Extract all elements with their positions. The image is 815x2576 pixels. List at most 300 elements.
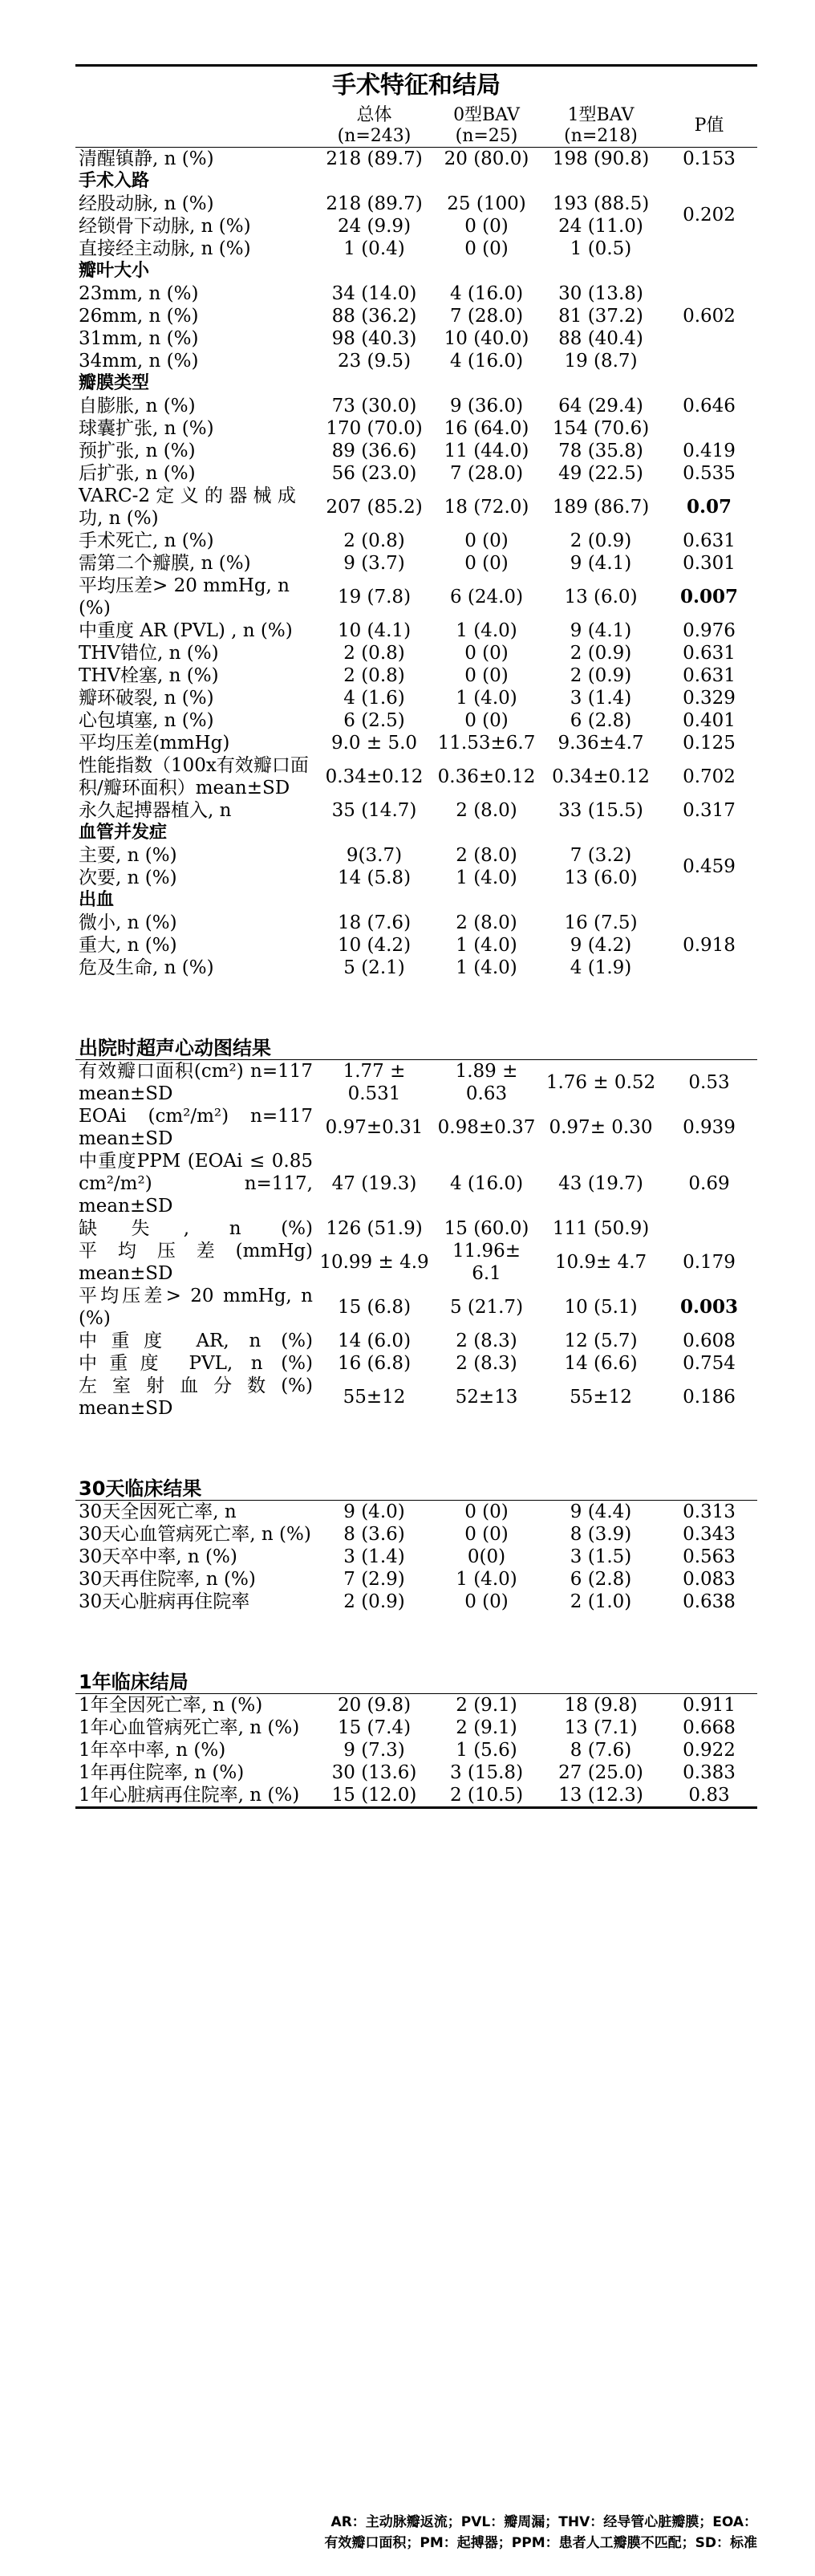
- cell-bav0: 11.53±6.7: [437, 733, 536, 754]
- cell-total: 3 (1.4): [343, 1546, 405, 1567]
- row-label: 左 室 射 血 分 数 (%) mean±SD: [79, 1375, 313, 1419]
- cell-bav1: 7 (3.2): [570, 845, 632, 866]
- cell-bav1: 193 (88.5): [552, 193, 650, 214]
- row-label: 中重度 AR (PVL) , n (%): [79, 620, 293, 641]
- row-label: 1年卒中率, n (%): [79, 1740, 226, 1761]
- section-label: 瓣叶大小: [79, 261, 150, 281]
- table-row: [75, 957, 757, 979]
- cell-total: 88 (36.2): [331, 306, 417, 327]
- cell-p: 0.301: [683, 553, 736, 574]
- cell-bav0: 2 (8.0): [456, 912, 517, 933]
- row-label: 性能指数（100x有效瓣口面积/瓣环面积）mean±SD: [79, 755, 309, 798]
- table-row: [75, 1285, 757, 1330]
- cell-bav0: 6 (24.0): [449, 587, 524, 607]
- cell-p: 0.202: [683, 205, 736, 226]
- cell-p: 0.602: [683, 306, 736, 327]
- row-label: 自膨胀, n (%): [79, 396, 196, 416]
- table-row: [75, 732, 757, 754]
- row-label: 缺失, n (%): [79, 1218, 313, 1239]
- section-row: [75, 170, 757, 193]
- table-row: [75, 1150, 757, 1217]
- section-heading-row: [75, 1465, 757, 1501]
- cell-p: 0.535: [683, 463, 736, 484]
- cell-bav1: 8 (7.6): [570, 1740, 632, 1761]
- cell-total: 9 (7.3): [343, 1740, 405, 1761]
- cell-total: 7 (2.9): [343, 1569, 405, 1590]
- cell-bav1: 4 (1.9): [570, 957, 632, 978]
- cell-bav0: 15 (60.0): [444, 1218, 529, 1239]
- table-row: [75, 1568, 757, 1591]
- cell-bav0: 5 (21.7): [449, 1297, 524, 1318]
- cell-total: 10 (4.1): [337, 620, 412, 641]
- cell-bav0: 16 (64.0): [444, 418, 529, 439]
- cell-bav0: 4 (16.0): [449, 351, 524, 372]
- footnote-line: AR：主动脉瓣返流；PVL：瓣周漏；THV：经导管心脏瓣膜；EOA：: [330, 2514, 757, 2530]
- row-label: 30天心血管病死亡率, n (%): [79, 1524, 311, 1545]
- section-heading: 出院时超声心动图结果: [79, 1037, 271, 1059]
- table-row: [75, 305, 757, 327]
- cell-bav1: 9 (4.1): [570, 620, 632, 641]
- cell-total: 15 (7.4): [337, 1717, 412, 1738]
- table-row: [75, 867, 757, 889]
- cell-bav1: 13 (6.0): [564, 587, 638, 607]
- cell-total: 1.77 ± 0.531: [316, 1060, 432, 1106]
- cell-bav1: 49 (22.5): [558, 463, 643, 484]
- cell-bav1: 6 (2.8): [570, 1569, 632, 1590]
- cell-bav0: 9 (36.0): [449, 396, 524, 416]
- row-label: 球囊扩张, n (%): [79, 418, 214, 439]
- cell-bav0: 52±13: [455, 1387, 518, 1408]
- cell-total: 15 (12.0): [316, 1784, 432, 1808]
- cell-p: 0.631: [683, 643, 736, 664]
- table-row: [75, 1546, 757, 1568]
- row-label: 30天全因死亡率, n: [75, 1501, 316, 1524]
- row-label: 平均压差(mmHg): [79, 733, 230, 754]
- table-row: [75, 417, 757, 440]
- cell-bav1: 9.36±4.7: [558, 733, 644, 754]
- row-label: 瓣环破裂, n (%): [79, 688, 214, 709]
- cell-bav0: 1 (4.0): [456, 688, 517, 709]
- row-label: 永久起搏器植入, n: [79, 800, 232, 821]
- cell-bav0: 7 (28.0): [449, 306, 524, 327]
- cell-bav0: 1.89 ± 0.63: [432, 1060, 541, 1106]
- row-label: 中重度PPM (EOAi ≤ 0.85 cm²/m²) n=117, mean±SD: [79, 1151, 313, 1217]
- cell-bav1: 3 (1.5): [570, 1546, 632, 1567]
- cell-bav1: 1 (0.5): [570, 238, 632, 259]
- cell-bav0: 0.98±0.37: [437, 1117, 536, 1138]
- cell-total: 4 (1.6): [343, 688, 405, 709]
- cell-bav0: 0 (0): [464, 665, 509, 686]
- cell-total: 2 (0.8): [343, 665, 405, 686]
- empty-cell: [316, 372, 661, 395]
- empty-cell: [316, 822, 661, 844]
- cell-p: 0.83: [661, 1784, 757, 1808]
- cell-bav1: 14 (6.6): [564, 1353, 638, 1374]
- table-row: [75, 1784, 757, 1808]
- table-row: [75, 485, 757, 530]
- cell-bav0: 0 (0): [464, 216, 509, 237]
- section-label: 瓣膜类型: [79, 373, 150, 393]
- cell-bav0: 0 (0): [464, 530, 509, 551]
- cell-p: 0.646: [683, 396, 736, 416]
- cell-total: 9.0 ± 5.0: [330, 733, 418, 754]
- table-row: [75, 1352, 757, 1375]
- cell-p: 0.911: [661, 1694, 757, 1717]
- cell-p: [661, 822, 757, 844]
- section-heading-row: [75, 1658, 757, 1694]
- table-row: [75, 642, 757, 664]
- col-bav0: 0型BAV: [453, 105, 520, 125]
- row-label: 手术死亡, n (%): [79, 530, 214, 551]
- footnote-line: 有效瓣口面积；PM：起搏器；PPM：患者人工瓣膜不匹配；SD：标准: [324, 2535, 757, 2551]
- row-label: 平均压差> 20 mmHg, n (%): [79, 1286, 313, 1329]
- cell-bav1: 3 (1.4): [570, 688, 632, 709]
- cell-bav1: 30 (13.8): [558, 283, 643, 304]
- cell-p: 0.419: [683, 441, 736, 461]
- cell-bav0: 10 (40.0): [444, 328, 529, 349]
- row-label: 26mm, n (%): [79, 306, 199, 327]
- cell-bav0: 2 (8.0): [456, 845, 517, 866]
- cell-bav0: 0 (0): [464, 710, 509, 731]
- cell-total: 126 (51.9): [326, 1218, 423, 1239]
- cell-total: 9 (3.7): [343, 553, 405, 574]
- cell-total: 35 (14.7): [331, 800, 417, 821]
- cell-p: 0.702: [683, 766, 736, 787]
- cell-bav0: 0(0): [467, 1546, 506, 1567]
- row-label: 后扩张, n (%): [79, 463, 196, 484]
- cell-bav0: 0.36±0.12: [437, 766, 536, 787]
- cell-total: 98 (40.3): [331, 328, 417, 349]
- cell-bav1: 13 (12.3): [541, 1784, 661, 1808]
- section-heading: 30天临床结果: [79, 1477, 202, 1500]
- row-label: 31mm, n (%): [79, 328, 199, 349]
- cell-p: 0.668: [683, 1717, 736, 1738]
- cell-bav1: 9 (4.2): [570, 935, 632, 956]
- cell-total: 56 (23.0): [331, 463, 417, 484]
- empty-cell: [316, 889, 661, 912]
- table-row: [75, 193, 757, 215]
- cell-bav1: 111 (50.9): [552, 1218, 650, 1239]
- cell-bav0: 18 (72.0): [444, 497, 529, 518]
- cell-bav0: 1 (4.0): [456, 620, 517, 641]
- cell-bav1: 9 (4.1): [570, 553, 632, 574]
- cell-bav1: 8 (3.9): [570, 1524, 632, 1545]
- cell-bav1: 13 (7.1): [564, 1717, 638, 1738]
- cell-p: 0.939: [683, 1117, 736, 1138]
- row-label: 主要, n (%): [79, 845, 177, 866]
- table-row: [75, 1761, 757, 1784]
- cell-bav1: 27 (25.0): [558, 1762, 643, 1783]
- cell-p: 0.631: [683, 530, 736, 551]
- cell-total: 14 (6.0): [337, 1331, 412, 1351]
- cell-total: 218 (89.7): [326, 193, 423, 214]
- cell-total: 30 (13.6): [331, 1762, 417, 1783]
- row-label: 30天卒中率, n (%): [79, 1546, 237, 1567]
- row-label: 心包填塞, n (%): [79, 710, 214, 731]
- cell-bav0: 0 (0): [432, 1501, 541, 1524]
- table-row: [75, 1330, 757, 1352]
- empty-cell: [316, 260, 661, 282]
- table-row: [75, 1694, 757, 1717]
- cell-p: [661, 889, 757, 912]
- cell-bav0: 7 (28.0): [449, 463, 524, 484]
- cell-total: 18 (7.6): [337, 912, 412, 933]
- row-label: 中重度 PVL, n (%): [79, 1353, 313, 1374]
- cell-bav0: 2 (8.0): [456, 800, 517, 821]
- section-row: [75, 889, 757, 912]
- row-label: 34mm, n (%): [79, 351, 199, 372]
- cell-bav0: 1 (4.0): [456, 1569, 517, 1590]
- col-total: 总体: [356, 105, 392, 125]
- cell-total: 1 (0.4): [343, 238, 405, 259]
- cell-total: 24 (9.9): [337, 216, 412, 237]
- cell-bav1: 10.9± 4.7: [554, 1252, 647, 1273]
- table-row: [75, 912, 757, 934]
- cell-p: 0.125: [683, 733, 736, 754]
- cell-total: 89 (36.6): [331, 441, 417, 461]
- cell-p: 0.317: [683, 800, 736, 821]
- cell-p: 0.186: [683, 1387, 736, 1408]
- cell-bav1: 33 (15.5): [558, 800, 643, 821]
- cell-total: 20 (9.8): [316, 1694, 432, 1717]
- table-row: [75, 148, 757, 171]
- cell-bav1: 0.34±0.12: [552, 766, 650, 787]
- table-row: [75, 395, 757, 417]
- row-label: 微小, n (%): [79, 912, 177, 933]
- col-bav0-n: (n=25): [432, 126, 541, 148]
- empty-cell: [316, 170, 661, 193]
- col-bav1: 1型BAV: [567, 105, 635, 125]
- cell-bav1: 9 (4.4): [541, 1501, 661, 1524]
- cell-bav0: 0 (0): [464, 1524, 509, 1545]
- table-row: [75, 1739, 757, 1761]
- table-row: [75, 552, 757, 575]
- table-row: [75, 934, 757, 957]
- table-row: [75, 687, 757, 709]
- row-label: 30天再住院率, n (%): [79, 1569, 256, 1590]
- cell-p: 0.07: [687, 496, 732, 518]
- cell-bav0: 2 (9.1): [432, 1694, 541, 1717]
- row-label: 1年心脏病再住院率, n (%): [75, 1784, 316, 1808]
- section-label: 血管并发症: [79, 823, 168, 843]
- cell-bav1: 78 (35.8): [558, 441, 643, 461]
- table-row: [75, 1240, 757, 1285]
- section-heading-row: [75, 1024, 757, 1060]
- cell-p: 0.53: [661, 1060, 757, 1106]
- cell-total: 10.99 ± 4.9: [319, 1252, 429, 1273]
- cell-total: 6 (2.5): [343, 710, 405, 731]
- cell-bav1: 24 (11.0): [558, 216, 643, 237]
- cell-p: 0.563: [683, 1546, 736, 1567]
- table-row: [75, 709, 757, 732]
- cell-bav0: 0 (0): [464, 1591, 509, 1612]
- cell-p: 0.918: [683, 935, 736, 956]
- cell-total: 2 (0.8): [343, 530, 405, 551]
- table-row: [75, 215, 757, 238]
- row-label: 23mm, n (%): [79, 283, 199, 304]
- table-row: [75, 799, 757, 822]
- cell-total: 47 (19.3): [331, 1173, 417, 1194]
- row-label: 平均压差> 20 mmHg, n (%): [79, 575, 290, 619]
- cell-bav1: 64 (29.4): [558, 396, 643, 416]
- cell-p: 0.007: [680, 586, 739, 607]
- cell-p: 0.608: [683, 1331, 736, 1351]
- cell-p: 0.459: [683, 856, 736, 877]
- section-row: [75, 260, 757, 282]
- cell-total: 34 (14.0): [331, 283, 417, 304]
- row-label: 平 均 压 差 (mmHg) mean±SD: [79, 1241, 313, 1284]
- cell-bav0: 4 (16.0): [449, 1173, 524, 1194]
- cell-bav1: 2 (1.0): [570, 1591, 632, 1612]
- cell-p: 0.638: [683, 1591, 736, 1612]
- cell-p: 0.401: [683, 710, 736, 731]
- row-label: 经股动脉, n (%): [79, 193, 214, 214]
- cell-total: 218 (89.7): [326, 148, 423, 169]
- cell-bav1: 10 (5.1): [564, 1297, 638, 1318]
- cell-bav0: 1 (4.0): [456, 957, 517, 978]
- row-label: VARC-2 定 义 的 器 械 成功, n (%): [79, 486, 296, 529]
- section-gap: [75, 979, 757, 1024]
- row-label: 危及生命, n (%): [79, 957, 214, 978]
- cell-bav0: 11 (44.0): [444, 441, 529, 461]
- cell-bav1: 13 (6.0): [564, 867, 638, 888]
- row-label: 有效瓣口面积(cm²) n=117 mean±SD: [75, 1060, 316, 1106]
- cell-bav1: 43 (19.7): [558, 1173, 643, 1194]
- cell-total: 14 (5.8): [337, 867, 412, 888]
- cell-bav0: 2 (8.3): [456, 1331, 517, 1351]
- cell-bav0: 25 (100): [447, 193, 526, 214]
- row-label: 预扩张, n (%): [79, 441, 196, 461]
- cell-p: 0.153: [683, 148, 736, 169]
- table-row: [75, 1060, 757, 1106]
- table-row: [75, 1375, 757, 1420]
- cell-total: 5 (2.1): [343, 957, 405, 978]
- table-row: [75, 1523, 757, 1546]
- cell-p: 0.083: [683, 1569, 736, 1590]
- outcomes-table: [75, 64, 757, 1809]
- cell-p: 0.343: [683, 1524, 736, 1545]
- table-row: [75, 238, 757, 260]
- table-row: [75, 282, 757, 305]
- cell-bav1: 81 (37.2): [558, 306, 643, 327]
- row-label: 1年心血管病死亡率, n (%): [79, 1717, 300, 1738]
- cell-p: 0.179: [683, 1252, 736, 1273]
- cell-total: 15 (6.8): [337, 1297, 412, 1318]
- cell-total: 8 (3.6): [343, 1524, 405, 1545]
- section-row: [75, 822, 757, 844]
- row-label: EOAi (cm²/m²) n=117 mean±SD: [79, 1106, 313, 1149]
- table-caption-row: [75, 66, 757, 106]
- row-label: 直接经主动脉, n (%): [79, 238, 251, 259]
- table-row: [75, 530, 757, 552]
- cell-p: 0.329: [683, 688, 736, 709]
- cell-bav1: 2 (0.9): [570, 665, 632, 686]
- section-gap: [75, 1613, 757, 1658]
- cell-total: 9(3.7): [346, 845, 403, 866]
- cell-bav1: 88 (40.4): [558, 328, 643, 349]
- row-label: 1年全因死亡率, n (%): [75, 1694, 316, 1717]
- cell-total: 73 (30.0): [331, 396, 417, 416]
- row-label: 需第二个瓣膜, n (%): [79, 553, 251, 574]
- cell-bav1: 19 (8.7): [564, 351, 638, 372]
- cell-bav0: 2 (9.1): [456, 1717, 517, 1738]
- row-label: 1年再住院率, n (%): [79, 1762, 245, 1783]
- table-row: [75, 1217, 757, 1240]
- cell-bav0: 0 (0): [464, 238, 509, 259]
- cell-total: 170 (70.0): [326, 418, 423, 439]
- table-row: [75, 350, 757, 372]
- cell-p: 0.754: [683, 1353, 736, 1374]
- cell-bav0: 0 (0): [464, 553, 509, 574]
- cell-total: 2 (0.8): [343, 643, 405, 664]
- section-label: 手术入路: [79, 171, 150, 191]
- cell-total: 10 (4.2): [337, 935, 412, 956]
- cell-bav0: 2 (8.3): [456, 1353, 517, 1374]
- cell-bav0: 0 (0): [464, 643, 509, 664]
- cell-total: 19 (7.8): [337, 587, 412, 607]
- cell-bav0: 3 (15.8): [449, 1762, 524, 1783]
- cell-p: 0.976: [683, 620, 736, 641]
- cell-total: 0.97±0.31: [325, 1117, 424, 1138]
- table-row: [75, 575, 757, 620]
- cell-p: 0.631: [683, 665, 736, 686]
- cell-total: 2 (0.9): [343, 1591, 405, 1612]
- table-row: [75, 327, 757, 350]
- table-row: [75, 1501, 757, 1524]
- cell-total: 0.34±0.12: [325, 766, 424, 787]
- table-row: [75, 462, 757, 485]
- cell-bav0: 20 (80.0): [444, 148, 529, 169]
- col-total-n: (n=243): [316, 126, 432, 148]
- row-label: THV栓塞, n (%): [79, 665, 219, 686]
- table-row: [75, 440, 757, 462]
- cell-bav1: 18 (9.8): [541, 1694, 661, 1717]
- cell-p: 0.69: [688, 1173, 730, 1194]
- cell-bav0: 11.96± 6.1: [452, 1241, 521, 1284]
- cell-p: 0.003: [680, 1296, 739, 1318]
- cell-bav1: 6 (2.8): [570, 710, 632, 731]
- row-label: THV错位, n (%): [79, 643, 219, 664]
- cell-bav1: 12 (5.7): [564, 1331, 638, 1351]
- table-row: [75, 620, 757, 642]
- cell-total: 55±12: [343, 1387, 406, 1408]
- cell-bav1: 55±12: [570, 1387, 632, 1408]
- row-label: 次要, n (%): [79, 867, 177, 888]
- cell-bav0: 1 (5.6): [456, 1740, 517, 1761]
- table-row: [75, 1717, 757, 1739]
- table-row: [75, 1105, 757, 1150]
- table-row: [75, 844, 757, 867]
- section-row: [75, 372, 757, 395]
- cell-bav1: 154 (70.6): [552, 418, 650, 439]
- cell-total: 9 (4.0): [316, 1501, 432, 1524]
- section-gap: [75, 1420, 757, 1465]
- col-bav1-n: (n=218): [541, 126, 661, 148]
- cell-bav1: 2 (0.9): [570, 530, 632, 551]
- cell-bav0: 1 (4.0): [456, 935, 517, 956]
- footnote: [75, 2512, 757, 2554]
- row-label: 清醒镇静, n (%): [79, 148, 214, 169]
- cell-bav1: 2 (0.9): [570, 643, 632, 664]
- table-row: [75, 664, 757, 687]
- cell-p: 0.383: [683, 1762, 736, 1783]
- table-row: [75, 754, 757, 799]
- cell-total: 207 (85.2): [326, 497, 423, 518]
- cell-bav1: 198 (90.8): [552, 148, 650, 169]
- cell-bav0: 2 (10.5): [432, 1784, 541, 1808]
- row-label: 30天心脏病再住院率: [79, 1591, 250, 1612]
- cell-total: 23 (9.5): [337, 351, 412, 372]
